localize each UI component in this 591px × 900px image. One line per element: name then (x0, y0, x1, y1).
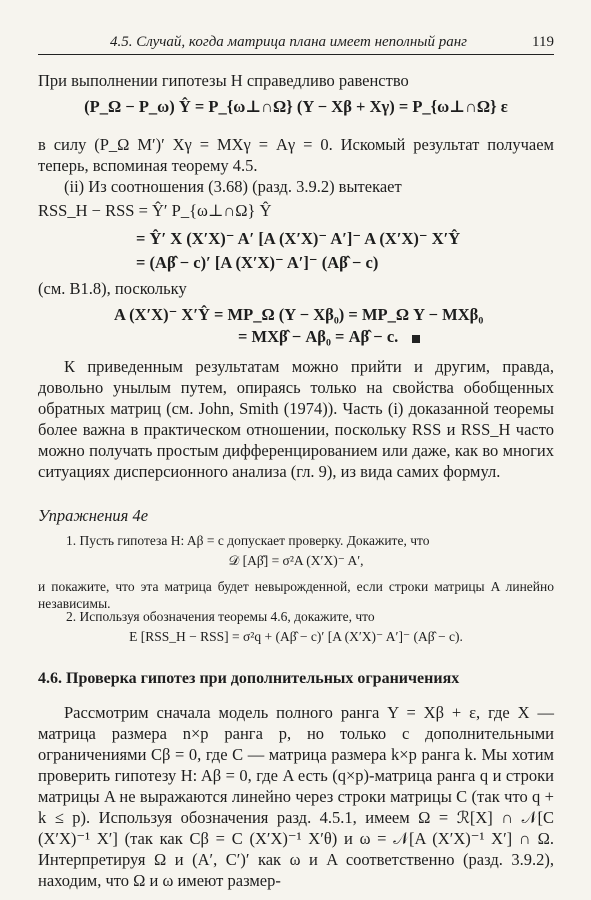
qed-square-icon (412, 335, 420, 343)
paragraph-hypothesis-intro: При выполнении гипотезы H справедливо равенство (38, 71, 409, 90)
equation-since-line1: A (X′X)⁻ X′Ŷ = MP_Ω (Y − Xβ₀) = MP_Ω Y − MXβ₀ (114, 305, 484, 324)
running-header (38, 30, 554, 55)
equation-since-line2-text: = MXβ̂ − Aβ₀ = Aβ̂ − c. (238, 327, 399, 346)
page-number: 119 (532, 34, 554, 50)
paragraph-result: в силу (P_Ω M′)′ Xγ = MXγ = Aγ = 0. Искомый результат получаем теперь, вспоминая теорему 4.5. (38, 135, 554, 175)
paragraph-constraints: Рассмотрим сначала модель полного ранга Y = Xβ + ε, где X — матрица размера n×p ранга p, но только с дополнительными ограничениями Cβ = 0, где C — матрица размера k×p ранга k. Мы хотим проверить гипотезу H: Aβ = 0, где A есть (q×p)-матрица ранга q и строки матрицы A не выражаются линейно через строки матрицы C (так что q + k ≤ p). Используя обозначения разд. 4.5.1, имеем Ω = ℛ[X] ∩ 𝒩[C (X′X)⁻¹ X′] (так как Cβ = C (X′X)⁻¹ X′θ) и ω = 𝒩[A (X′X)⁻¹ X′] ∩ Ω. Интерпретируя Ω и (A′, C′)′ как ω и A соответственно (разд. 3.9.2), находим, что Ω и ω имеют размер- (38, 703, 554, 890)
equation-rss-line1: RSS_H − RSS = Ŷ′ P_{ω⊥∩Ω} Ŷ (38, 201, 272, 220)
paragraph-since: (см. B1.8), поскольку (38, 279, 187, 298)
book-page (38, 30, 554, 890)
paragraph-remark: К приведенным результатам можно прийти и другим, правда, довольно унылым путем, опираясь только на свойства обобщенных обратных матриц (см. John, Smith (1974)). Часть (i) доказанной теоремы более важна в практическом отношении, поскольку RSS и RSS_H часто можно получать простым дифференцированием или даже, как во многих ситуациях дисперсионного анализа (гл. 9), из вида самих формул. (38, 357, 554, 481)
paragraph-part-ii: (ii) Из соотношения (3.68) (разд. 3.9.2) вытекает (64, 177, 402, 196)
exercise-2: 2. Используя обозначения теоремы 4.6, докажите, что (66, 609, 375, 624)
equation-rss-line2: = Ŷ′ X (X′X)⁻ A′ [A (X′X)⁻ A′]⁻ A (X′X)⁻ X′Ŷ (136, 229, 461, 248)
exercises-title: Упражнения 4е (38, 506, 149, 525)
running-title: 4.5. Случай, когда матрица плана имеет неполный ранг (110, 34, 467, 50)
equation-since-line2 (238, 326, 554, 347)
exercise-1: 1. Пусть гипотеза H: Aβ = c допускает проверку. Докажите, что (66, 533, 430, 548)
equation-rss-line3: = (Aβ̂ − c)′ [A (X′X)⁻ A′]⁻ (Aβ̂ − c) (136, 253, 379, 272)
exercise-2-equation: E [RSS_H − RSS] = σ²q + (Aβ̂ − c)′ [A (X′X)⁻ A′]⁻ (Aβ̂ − c). (129, 629, 463, 644)
exercise-1-continuation: и покажите, что эта матрица будет невырожденной, если строки матрицы A линейно независимы. (38, 579, 554, 611)
section-title: 4.6. Проверка гипотез при дополнительных ограничениях (38, 670, 460, 687)
exercise-1-equation: 𝒟 [Aβ̂] = σ²A (X′X)⁻ A′, (228, 553, 364, 568)
equation-projection: (P_Ω − P_ω) Ŷ = P_{ω⊥∩Ω} (Y − Xβ + Xγ) = P_{ω⊥∩Ω} ε (84, 97, 508, 116)
